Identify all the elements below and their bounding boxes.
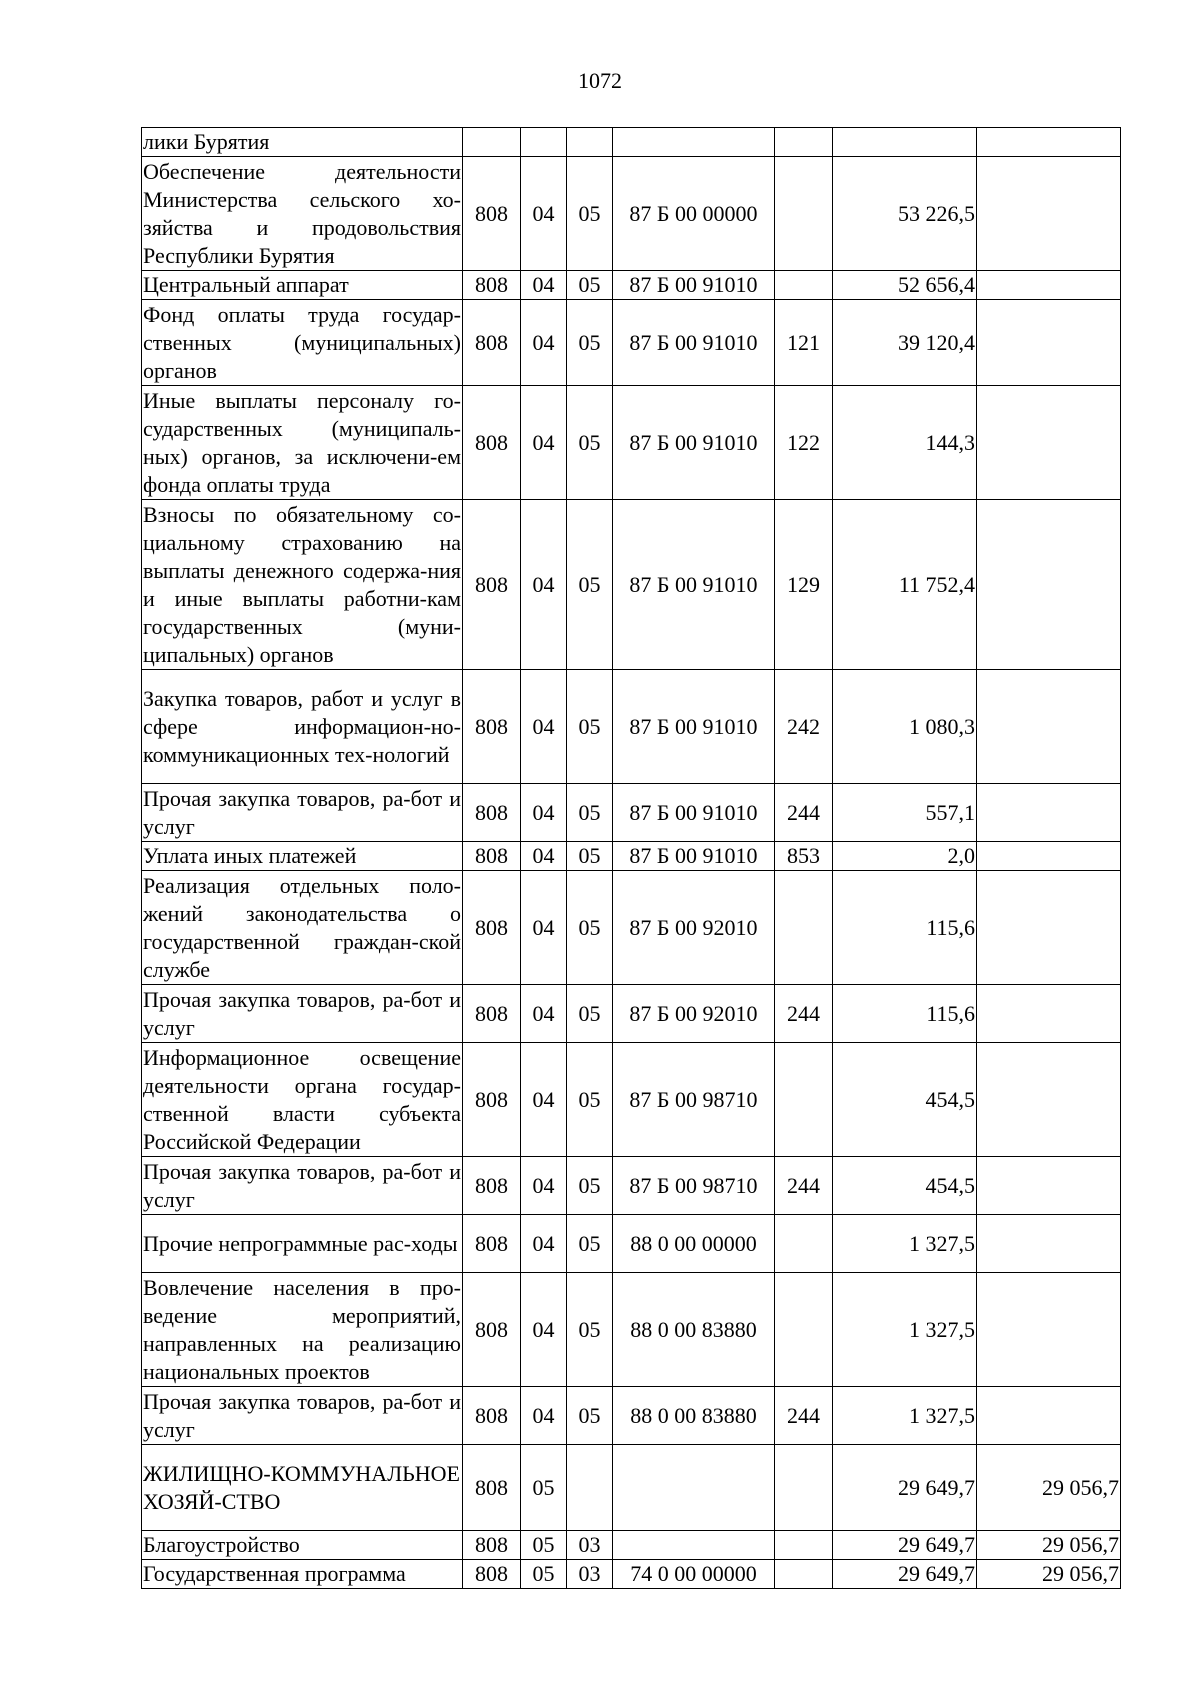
row-section-code: 04 [521, 670, 567, 784]
row-expense-type: 244 [775, 1157, 833, 1215]
row-section-code: 04 [521, 300, 567, 386]
row-amount-1: 52 656,4 [833, 271, 977, 300]
row-expense-type [775, 1531, 833, 1560]
row-amount-1: 1 327,5 [833, 1387, 977, 1445]
row-amount-1: 29 649,7 [833, 1560, 977, 1589]
row-name: ЖИЛИЩНО-КОММУНАЛЬНОЕ ХОЗЯЙ-СТВО [142, 1445, 463, 1531]
row-name: Обеспечение деятельности Министерства сельского хо-зяйства и продовольствия Республики Бурятия [142, 157, 463, 271]
row-subsection-code: 03 [567, 1560, 613, 1589]
row-expense-type [775, 271, 833, 300]
row-gr-code: 808 [463, 985, 521, 1043]
row-gr-code: 808 [463, 271, 521, 300]
row-section-code: 04 [521, 271, 567, 300]
row-section-code: 04 [521, 1043, 567, 1157]
table-row [142, 1215, 1121, 1273]
row-section-code: 04 [521, 1157, 567, 1215]
row-expense-type: 244 [775, 985, 833, 1043]
row-amount-1: 1 327,5 [833, 1215, 977, 1273]
row-gr-code [463, 128, 521, 157]
row-expense-type [775, 157, 833, 271]
row-expense-type: 853 [775, 842, 833, 871]
row-expense-type [775, 1215, 833, 1273]
row-gr-code: 808 [463, 1157, 521, 1215]
row-amount-2 [977, 271, 1121, 300]
row-expense-type [775, 1273, 833, 1387]
row-amount-1: 1 327,5 [833, 1273, 977, 1387]
row-name: Вовлечение населения в про-ведение мероприятий, направленных на реализацию национальных проектов [142, 1273, 463, 1387]
row-amount-2 [977, 1387, 1121, 1445]
table-row [142, 1560, 1121, 1589]
table-row [142, 1387, 1121, 1445]
row-target-article: 87 Б 00 91010 [613, 500, 775, 670]
row-amount-1: 454,5 [833, 1043, 977, 1157]
table-row [142, 871, 1121, 985]
row-amount-1: 115,6 [833, 871, 977, 985]
table-row [142, 842, 1121, 871]
table-row [142, 1273, 1121, 1387]
row-amount-2 [977, 300, 1121, 386]
row-name: Прочие непрограммные рас-ходы [142, 1215, 463, 1273]
row-expense-type [775, 128, 833, 157]
row-target-article: 87 Б 00 98710 [613, 1157, 775, 1215]
row-amount-2 [977, 1273, 1121, 1387]
row-subsection-code: 05 [567, 784, 613, 842]
row-amount-1: 115,6 [833, 985, 977, 1043]
row-target-article [613, 1445, 775, 1531]
table-row [142, 157, 1121, 271]
row-name: Закупка товаров, работ и услуг в сфере информацион-но-коммуникационных тех-нологий [142, 670, 463, 784]
table-row [142, 300, 1121, 386]
row-name: Реализация отдельных поло-жений законодательства о государственной граждан-ской службе [142, 871, 463, 985]
row-subsection-code: 05 [567, 985, 613, 1043]
row-amount-2: 29 056,7 [977, 1445, 1121, 1531]
row-target-article: 87 Б 00 00000 [613, 157, 775, 271]
row-target-article: 87 Б 00 91010 [613, 670, 775, 784]
row-subsection-code: 05 [567, 1273, 613, 1387]
row-amount-1: 29 649,7 [833, 1445, 977, 1531]
row-amount-1: 1 080,3 [833, 670, 977, 784]
row-amount-2 [977, 1215, 1121, 1273]
row-amount-2 [977, 1157, 1121, 1215]
row-gr-code: 808 [463, 300, 521, 386]
row-expense-type [775, 1445, 833, 1531]
row-section-code: 05 [521, 1445, 567, 1531]
row-name: Фонд оплаты труда государ-ственных (муниципальных) органов [142, 300, 463, 386]
row-section-code: 05 [521, 1531, 567, 1560]
row-amount-1: 29 649,7 [833, 1531, 977, 1560]
row-amount-2 [977, 386, 1121, 500]
page-number: 1072 [578, 68, 622, 93]
row-section-code: 04 [521, 871, 567, 985]
row-amount-2 [977, 500, 1121, 670]
row-subsection-code: 05 [567, 1157, 613, 1215]
row-subsection-code: 05 [567, 300, 613, 386]
row-gr-code: 808 [463, 670, 521, 784]
row-subsection-code: 05 [567, 157, 613, 271]
row-name: Уплата иных платежей [142, 842, 463, 871]
row-subsection-code: 05 [567, 271, 613, 300]
row-section-code: 04 [521, 157, 567, 271]
row-section-code: 04 [521, 1387, 567, 1445]
row-expense-type: 122 [775, 386, 833, 500]
row-subsection-code [567, 1445, 613, 1531]
row-target-article: 87 Б 00 92010 [613, 871, 775, 985]
row-section-code: 04 [521, 842, 567, 871]
row-amount-1: 144,3 [833, 386, 977, 500]
row-name: Иные выплаты персоналу го-сударственных (муниципаль-ных) органов, за исключени-ем фонда оплаты труда [142, 386, 463, 500]
row-name: Прочая закупка товаров, ра-бот и услуг [142, 985, 463, 1043]
row-expense-type: 244 [775, 1387, 833, 1445]
row-amount-2 [977, 157, 1121, 271]
row-section-code: 04 [521, 1215, 567, 1273]
row-amount-2 [977, 985, 1121, 1043]
row-gr-code: 808 [463, 500, 521, 670]
row-target-article: 87 Б 00 91010 [613, 784, 775, 842]
row-section-code: 05 [521, 1560, 567, 1589]
row-subsection-code: 03 [567, 1531, 613, 1560]
row-target-article: 74 0 00 00000 [613, 1560, 775, 1589]
row-name: Государственная программа [142, 1560, 463, 1589]
table-row [142, 670, 1121, 784]
row-name: Прочая закупка товаров, ра-бот и услуг [142, 1387, 463, 1445]
row-amount-2 [977, 784, 1121, 842]
row-gr-code: 808 [463, 842, 521, 871]
row-name: Центральный аппарат [142, 271, 463, 300]
row-name: Информационное освещение деятельности органа государ-ственной власти субъекта Российской Федерации [142, 1043, 463, 1157]
row-amount-1: 11 752,4 [833, 500, 977, 670]
row-amount-2: 29 056,7 [977, 1560, 1121, 1589]
table-row [142, 271, 1121, 300]
row-gr-code: 808 [463, 784, 521, 842]
table-row [142, 128, 1121, 157]
row-amount-2 [977, 842, 1121, 871]
row-subsection-code: 05 [567, 1387, 613, 1445]
row-amount-1: 53 226,5 [833, 157, 977, 271]
row-target-article: 87 Б 00 92010 [613, 985, 775, 1043]
row-target-article: 88 0 00 83880 [613, 1387, 775, 1445]
row-expense-type: 242 [775, 670, 833, 784]
row-amount-1: 557,1 [833, 784, 977, 842]
budget-table-body [142, 128, 1121, 1589]
row-gr-code: 808 [463, 1215, 521, 1273]
budget-table [141, 127, 1121, 1589]
row-subsection-code: 05 [567, 842, 613, 871]
row-expense-type: 129 [775, 500, 833, 670]
row-amount-1: 2,0 [833, 842, 977, 871]
row-amount-1: 454,5 [833, 1157, 977, 1215]
row-section-code: 04 [521, 985, 567, 1043]
row-amount-2 [977, 1043, 1121, 1157]
row-gr-code: 808 [463, 1273, 521, 1387]
row-name: Благоустройство [142, 1531, 463, 1560]
row-gr-code: 808 [463, 1043, 521, 1157]
row-gr-code: 808 [463, 386, 521, 500]
row-target-article: 87 Б 00 91010 [613, 386, 775, 500]
row-subsection-code: 05 [567, 500, 613, 670]
table-row [142, 386, 1121, 500]
row-expense-type: 244 [775, 784, 833, 842]
row-expense-type [775, 871, 833, 985]
row-gr-code: 808 [463, 1445, 521, 1531]
row-subsection-code: 05 [567, 386, 613, 500]
table-row [142, 500, 1121, 670]
row-target-article: 87 Б 00 91010 [613, 842, 775, 871]
row-amount-2: 29 056,7 [977, 1531, 1121, 1560]
row-subsection-code: 05 [567, 871, 613, 985]
row-target-article: 87 Б 00 98710 [613, 1043, 775, 1157]
row-gr-code: 808 [463, 1531, 521, 1560]
row-section-code: 04 [521, 784, 567, 842]
row-subsection-code [567, 128, 613, 157]
row-subsection-code: 05 [567, 670, 613, 784]
row-target-article [613, 128, 775, 157]
row-expense-type [775, 1560, 833, 1589]
row-gr-code: 808 [463, 157, 521, 271]
row-section-code: 04 [521, 500, 567, 670]
row-target-article: 87 Б 00 91010 [613, 271, 775, 300]
row-gr-code: 808 [463, 1387, 521, 1445]
row-name: лики Бурятия [142, 128, 463, 157]
row-target-article: 88 0 00 83880 [613, 1273, 775, 1387]
row-gr-code: 808 [463, 871, 521, 985]
row-section-code: 04 [521, 386, 567, 500]
row-subsection-code: 05 [567, 1043, 613, 1157]
table-row [142, 985, 1121, 1043]
row-name: Прочая закупка товаров, ра-бот и услуг [142, 1157, 463, 1215]
row-target-article: 87 Б 00 91010 [613, 300, 775, 386]
row-amount-2 [977, 670, 1121, 784]
row-target-article: 88 0 00 00000 [613, 1215, 775, 1273]
row-section-code [521, 128, 567, 157]
table-row [142, 784, 1121, 842]
row-amount-1: 39 120,4 [833, 300, 977, 386]
table-row [142, 1445, 1121, 1531]
row-expense-type [775, 1043, 833, 1157]
row-gr-code: 808 [463, 1560, 521, 1589]
row-amount-2 [977, 871, 1121, 985]
row-amount-2 [977, 128, 1121, 157]
row-subsection-code: 05 [567, 1215, 613, 1273]
table-row [142, 1157, 1121, 1215]
row-name: Прочая закупка товаров, ра-бот и услуг [142, 784, 463, 842]
table-row [142, 1531, 1121, 1560]
table-row [142, 1043, 1121, 1157]
row-target-article [613, 1531, 775, 1560]
row-expense-type: 121 [775, 300, 833, 386]
row-amount-1 [833, 128, 977, 157]
row-name: Взносы по обязательному со-циальному страхованию на выплаты денежного содержа-ния и иные выплаты работни-кам государственных (муни-ципальных) органов [142, 500, 463, 670]
row-section-code: 04 [521, 1273, 567, 1387]
